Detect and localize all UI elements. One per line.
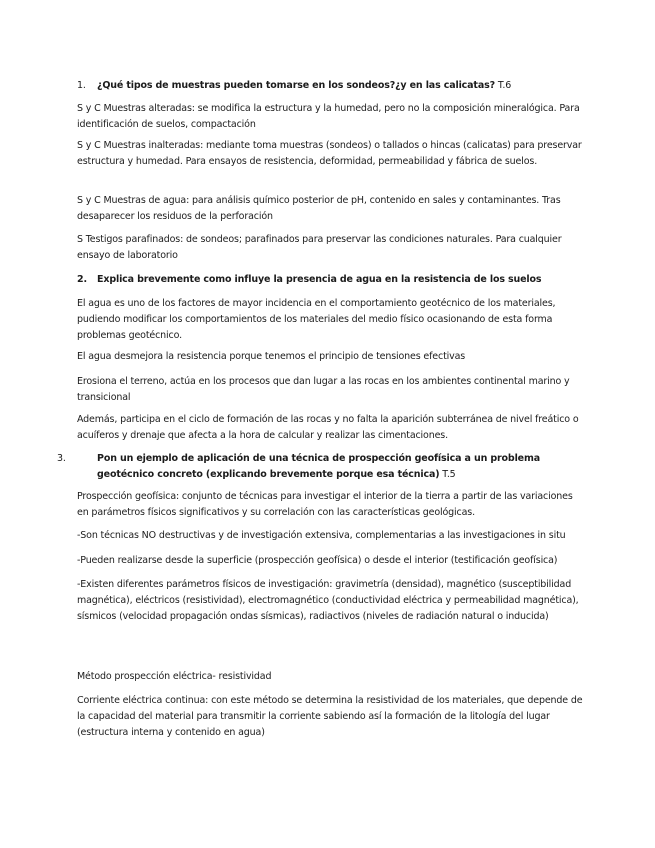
paragraph-surface-or-interior: -Pueden realizarse desde la superficie (prospección geofísica) o desde el interior (testificación geofísica) [77, 555, 558, 566]
question-2-number: 2. [77, 274, 87, 285]
question-1 [77, 78, 587, 94]
question-1-text: ¿Qué tipos de muestras pueden tomarse en los sondeos?¿y en las calicatas? [97, 80, 495, 91]
paragraph-effective-stress: El agua desmejora la resistencia porque tenemos el principio de tensiones efectivas [77, 351, 466, 362]
question-2 [77, 272, 587, 288]
question-1-number: 1. [77, 80, 86, 91]
paragraph-erosion: Erosiona el terreno, actúa en los procesos que dan lugar a las rocas en los ambientes continental marino y transicional [77, 376, 570, 403]
paragraph-altered-samples: S y C Muestras alteradas: se modifica la estructura y la humedad, pero no la composición mineralógica. Para identificación de suelos, compactación [77, 103, 580, 130]
question-3-topic: T.5 [439, 469, 456, 480]
paragraph-non-destructive: -Son técnicas NO destructivas y de investigación extensiva, complementarias a las investigaciones in situ [77, 530, 566, 541]
paragraph-water-factor: El agua es uno de los factores de mayor incidencia en el comportamiento geotécnico de los materiales, pudiendo modificar los comportamientos de los materiales del medio físico ocasionando de esta forma problemas geotécnico. [77, 298, 556, 341]
question-3 [57, 451, 597, 483]
question-2-text: Explica brevemente como influye la presencia de agua en la resistencia de los suelos [97, 274, 542, 285]
question-3-text: Pon un ejemplo de aplicación de una técnica de prospección geofísica a un problema geotécnico concreto (explicando brevemente porque esa técnica) [97, 453, 540, 480]
paragraph-physical-parameters: -Existen diferentes parámetros físicos de investigación: gravimetría (densidad), magnético (susceptibilidad magnética), eléctricos (resistividad), electromagnético (conductividad eléctrica y permeabilidad magnética), sísmicos (velocidad propagación ondas sísmicas), radiactivos (niveles de radiación natural o inducida) [77, 579, 579, 622]
paragraph-rock-cycle: Además, participa en el ciclo de formación de las rocas y no falta la aparición subterránea de nivel freático o acuíferos y drenaje que afecta a la hora de calcular y realizar las cimentaciones. [77, 414, 579, 441]
section-heading-electrical-method: Método prospección eléctrica- resistividad [77, 671, 272, 682]
paragraph-direct-current: Corriente eléctrica continua: con este método se determina la resistividad de los materiales, que depende de la capacidad del material para transmitir la corriente sabiendo así la formación de la litología del lugar (estructura interna y contenido en agua) [77, 695, 583, 738]
paragraph-unaltered-samples: S y C Muestras inalteradas: mediante toma muestras (sondeos) o tallados o hincas (calicatas) para preservar estructura y humedad. Para ensayos de resistencia, deformidad, permeabilidad y fábrica de suelos. [77, 140, 582, 167]
paragraph-water-samples: S y C Muestras de agua: para análisis químico posterior de pH, contenido en sales y contaminantes. Tras desaparecer los residuos de la perforación [77, 195, 561, 222]
paragraph-geophysical-definition: Prospección geofísica: conjunto de técnicas para investigar el interior de la tierra a partir de las variaciones en parámetros físicos significativos y su correlación con las características geológicas. [77, 491, 573, 518]
question-3-number: 3. [57, 453, 66, 464]
paragraph-paraffin-cores: S Testigos parafinados: de sondeos; parafinados para preservar las condiciones naturales. Para cualquier ensayo de laboratorio [77, 234, 562, 261]
question-1-topic: T.6 [494, 80, 512, 91]
